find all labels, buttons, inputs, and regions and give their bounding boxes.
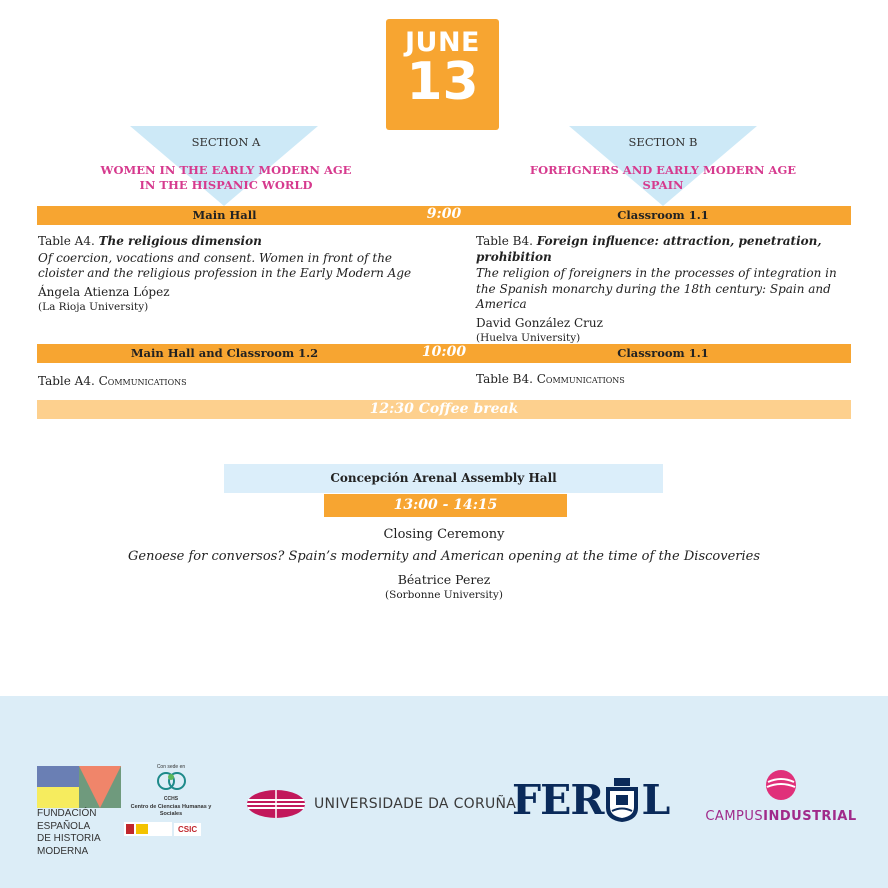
coffee-break-bar: 12:30 Coffee break [37, 400, 851, 419]
closing-speaker: Béatrice Perez [397, 572, 491, 587]
talk-title: The religion of foreigners in the processes of integration in the Spanish monarchy during the 18th century: Spain and America [476, 266, 837, 311]
closing-time: 13:00 - 14:15 [324, 494, 567, 517]
session-1-right-entry [476, 234, 852, 347]
speaker-affiliation: (La Rioja University) [38, 301, 149, 313]
fehm-logo-icon [37, 766, 121, 808]
cchs-logo: Con sede en CCHS Centro de Ciencias Humanas y Sociales CSIC [124, 764, 218, 836]
session-2-left-entry: Table A4. Communications [38, 374, 187, 388]
session-1-left-entry [38, 234, 414, 316]
closing-venue: Concepción Arenal Assembly Hall [224, 464, 663, 493]
closing-title: Closing Ceremony [383, 527, 505, 542]
communications-label: Communications [98, 374, 187, 388]
closing-affiliation: (Sorbonne University) [385, 589, 503, 601]
speaker-name: David González Cruz [476, 315, 603, 330]
spanish-government-icon [124, 822, 172, 836]
session-2-right-entry: Table B4. Communications [476, 372, 625, 386]
section-a-title: WOMEN IN THE EARLY MODERN AGE IN THE HISPANIC WORLD [100, 163, 352, 192]
speaker-affiliation: (Huelva University) [476, 332, 581, 344]
campus-industrial-icon [764, 769, 798, 801]
campus-industrial-text: CAMPUSINDUSTRIAL [705, 809, 857, 824]
date-day: 13 [406, 52, 479, 112]
cchs-emblem-icon [124, 770, 218, 792]
udc-logo-text: UNIVERSIDADE DA CORUÑA [314, 796, 517, 812]
section-b-title: FOREIGNERS AND EARLY MODERN AGE SPAIN [529, 163, 797, 192]
session-1-left-location: Main Hall [192, 208, 257, 222]
section-b-label: SECTION B [628, 135, 698, 149]
table-title: Table B4. Foreign influence: attraction, penetration, prohibition [476, 234, 822, 264]
session-2-time: 10:00 [421, 344, 467, 360]
udc-emblem-icon [246, 788, 306, 820]
communications-label: Communications [536, 372, 625, 386]
ferrol-logo: FER L [512, 776, 670, 824]
talk-title: Of coercion, vocations and consent. Women in front of the cloister and the religious profession in the Early Modern Age [38, 250, 412, 280]
campus-industrial-logo [698, 769, 864, 824]
session-1-bar [37, 206, 851, 225]
csic-logo: CSIC [174, 823, 201, 836]
fehm-logo-text: FUNDACIÓN ESPAÑOLA DE HISTORIA MODERNA [37, 808, 101, 857]
session-2-left-location: Main Hall and Classroom 1.2 [130, 346, 319, 360]
table-title: Table A4. The religious dimension [38, 234, 262, 248]
session-2-bar [37, 344, 851, 363]
session-1-time: 9:00 [426, 206, 462, 222]
speaker-name: Ángela Atienza López [38, 284, 170, 299]
ferrol-shield-icon [603, 778, 641, 822]
udc-logo [246, 788, 516, 820]
session-2-right-location: Classroom 1.1 [617, 346, 709, 360]
gov-csic-logos [124, 822, 218, 836]
date-month: JUNE [404, 27, 480, 58]
section-a-label: SECTION A [191, 135, 261, 149]
date-badge [386, 19, 499, 130]
session-1-right-location: Classroom 1.1 [617, 208, 709, 222]
closing-lecture-title: Genoese for conversos? Spain’s modernity and American opening at the time of the Discoveries [128, 549, 760, 564]
